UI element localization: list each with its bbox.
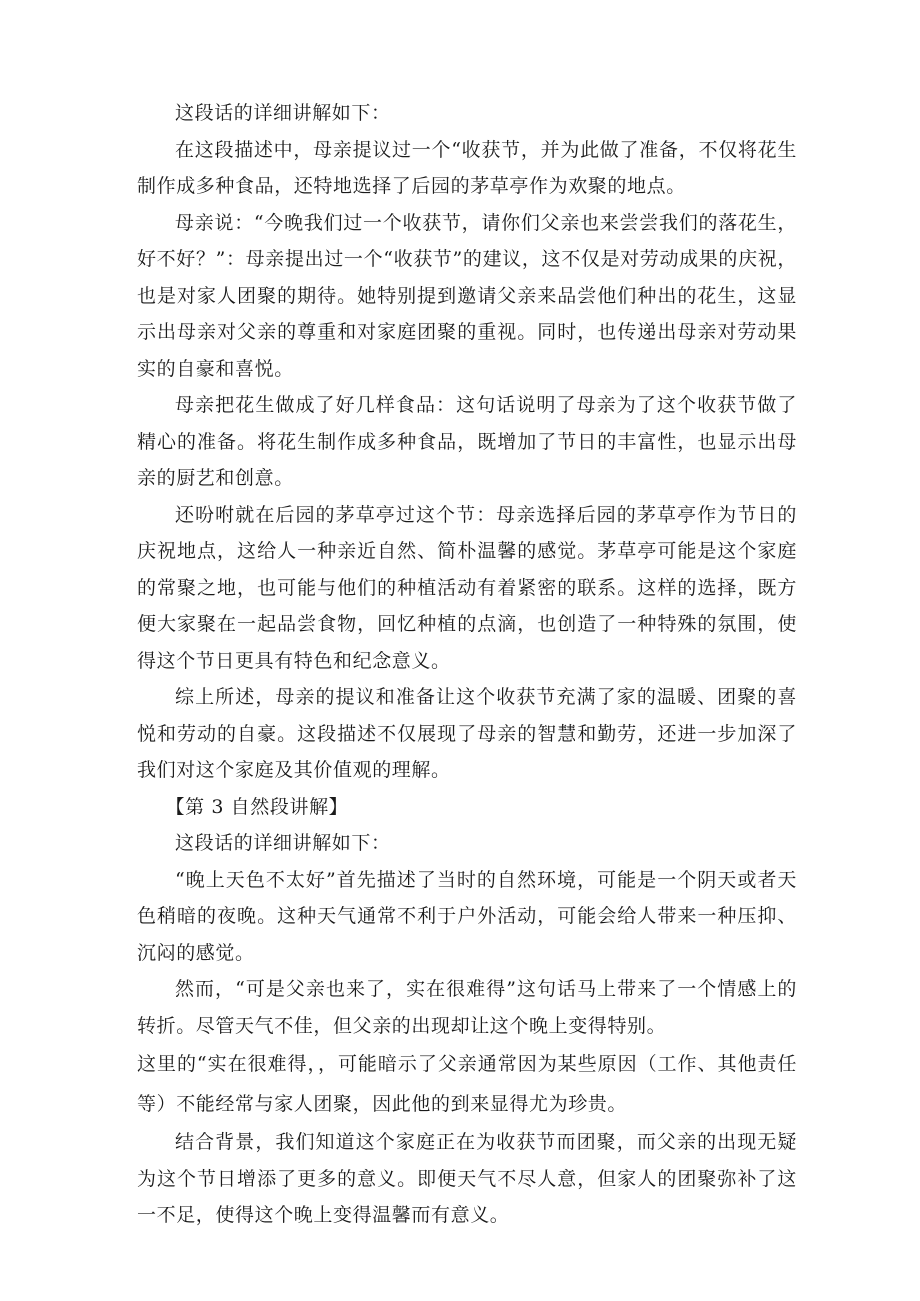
paragraph-intro: 这段话的详细讲解如下： — [175, 102, 391, 124]
paragraph-father-came: 然而，“可是父亲也来了，实在很难得”这句话马上带来了一个情感上的转折。尽管天气不佳，但父亲的出现却让这个晚上变得特别。 — [137, 978, 797, 1037]
paragraph-peanut-foods: 母亲把花生做成了好几样食品：这句话说明了母亲为了这个收获节做了精心的准备。将花生制作成多种食品，既增加了节日的丰富性，也显示出母亲的厨艺和创意。 — [137, 394, 797, 489]
paragraph-rare-reunion: 这里的“实在很难得，，可能暗示了父亲通常因为某些原因（工作、其他责任等）不能经常与家人团聚，因此他的到来显得尤为珍贵。 — [137, 1053, 797, 1115]
paragraph-harvest-proposal: 在这段描述中，母亲提议过一个“收获节，并为此做了准备，不仅将花生制作成多种食品，还特地选择了后园的茅草亭作为欢聚的地点。 — [137, 138, 797, 197]
section-heading: 【第 3 自然段讲解】 — [165, 795, 349, 818]
document-body — [137, 95, 797, 1234]
paragraph-summary: 综上所述，母亲的提议和准备让这个收获节充满了家的温暖、团聚的喜悦和劳动的自豪。这段描述不仅展现了母亲的智慧和勤劳，还进一步加深了我们对这个家庭及其价值观的理解。 — [137, 686, 797, 781]
paragraph-weather: “晚上天色不太好”首先描述了当时的自然环境，可能是一个阴天或者天色稍暗的夜晚。这种天气通常不利于户外活动，可能会给人带来一种压抑、沉闷的感觉。 — [137, 868, 797, 964]
paragraph-intro-2: 这段话的详细讲解如下： — [175, 832, 391, 854]
paragraph-conclusion: 结合背景，我们知道这个家庭正在为收获节而团聚，而父亲的出现无疑为这个节日增添了更多的意义。即便天气不尽人意，但家人的团聚弥补了这一不足，使得这个晚上变得温馨而有意义。 — [137, 1131, 797, 1226]
paragraph-thatched-pavilion: 还吩咐就在后园的茅草亭过这个节：母亲选择后园的茅草亭作为节日的庆祝地点，这给人一种亲近自然、简朴温馨的感觉。茅草亭可能是这个家庭的常聚之地，也可能与他们的种植活动有着紧密的联系。这样的选择，既方便大家聚在一起品尝食物，回忆种植的点滴，也创造了一种特殊的氛围，使得这个节日更具有特色和纪念意义。 — [137, 503, 797, 672]
paragraph-mother-says: 母亲说：“今晚我们过一个收获节，请你们父亲也来尝尝我们的落花生，好不好？”：母亲提出过一个“收获节”的建议，这不仅是对劳动成果的庆祝，也是对家人团聚的期待。她特别提到邀请父亲来品尝他们种出的花生，这显示出母亲对父亲的尊重和对家庭团聚的重视。同时，也传递出母亲对劳动果实的自豪和喜悦。 — [137, 211, 797, 380]
